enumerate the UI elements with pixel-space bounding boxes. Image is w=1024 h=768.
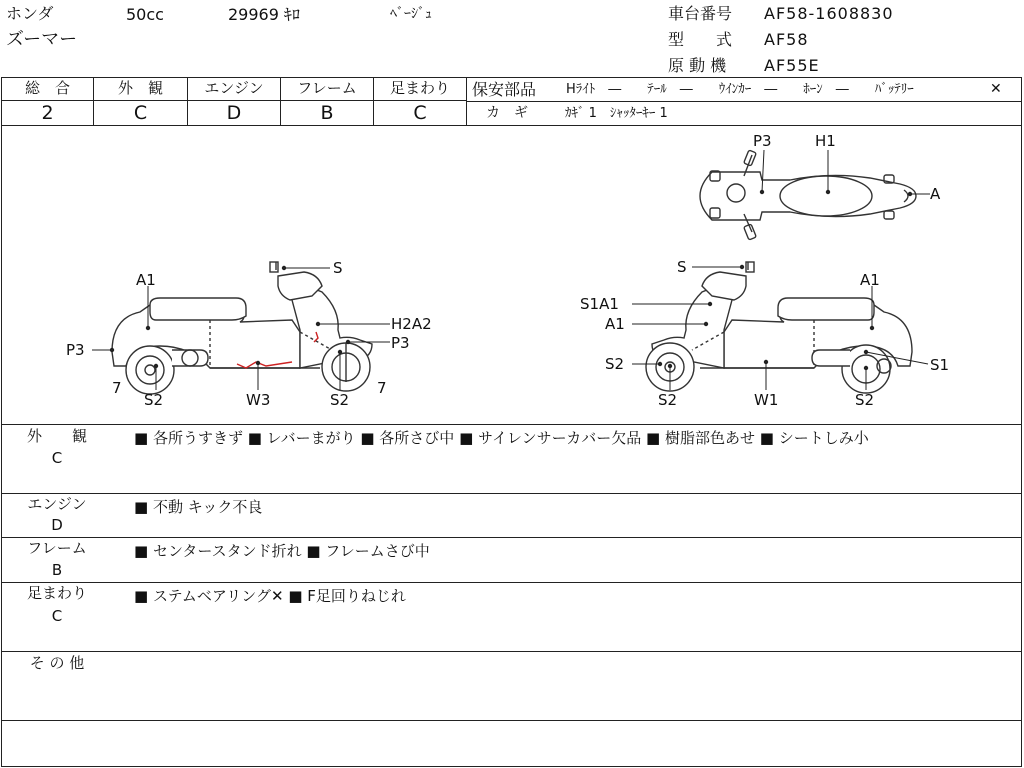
section-frame-grade: B	[51, 561, 63, 579]
damage-point	[346, 340, 350, 344]
section-engine-label: エンジン	[27, 495, 87, 513]
scooter-top-view	[700, 150, 916, 240]
label-left-s: S	[333, 259, 343, 277]
label-right-w1: W1	[754, 391, 779, 409]
section-exterior-label: 外 観	[26, 427, 87, 445]
label-left-7-front: 7	[377, 379, 387, 397]
displacement: 50cc	[126, 5, 164, 24]
grade-engine-label: エンジン	[204, 79, 264, 97]
damage-point	[740, 265, 744, 269]
label-left-p3-rear: P3	[66, 341, 85, 359]
engine-model: AF55E	[764, 56, 820, 75]
damage-point	[870, 326, 874, 330]
key-label: カ ギ	[486, 105, 528, 121]
label-right-s1a1: S1A1	[580, 295, 619, 313]
label-left-7-rear: 7	[112, 379, 122, 397]
section-suspension-text: ■ ステムベアリング✕ ■ F足回りねじれ	[134, 587, 406, 605]
section-suspension-grade: C	[51, 607, 63, 625]
frame-no-label: 車台番号	[668, 4, 733, 23]
mileage: 29969 ｷﾛ	[228, 5, 300, 24]
section-engine-grade: D	[51, 516, 63, 534]
damage-point	[154, 364, 158, 368]
damage-point	[110, 348, 114, 352]
grade-total-label: 総 合	[24, 79, 70, 97]
damage-point	[864, 350, 868, 354]
label-left-s2-rear: S2	[144, 391, 164, 409]
type: AF58	[764, 30, 809, 49]
safety-label: 保安部品	[472, 80, 537, 99]
label-top-a: A	[930, 185, 941, 203]
damage-point	[864, 366, 868, 370]
section-suspension-label: 足まわり	[26, 584, 87, 602]
grade-suspension-label: 足まわり	[389, 79, 450, 97]
section-frame-label: フレーム	[27, 539, 87, 557]
label-right-a1: A1	[605, 315, 625, 333]
damage-point	[256, 361, 260, 365]
damage-point	[764, 360, 768, 364]
damage-point	[668, 364, 672, 368]
model-name: ズーマー	[6, 29, 78, 50]
damage-point	[708, 302, 712, 306]
label-left-h2a2: H2A2	[391, 315, 432, 333]
damage-point	[826, 190, 830, 194]
damage-point	[704, 322, 708, 326]
damage-point	[760, 190, 764, 194]
engine-label: 原 動 機	[668, 56, 727, 75]
label-top-p3: P3	[753, 132, 772, 150]
damage-point	[908, 192, 912, 196]
section-frame-text: ■ センタースタンド折れ ■ フレームさび中	[134, 542, 430, 560]
label-left-s2-front: S2	[330, 391, 350, 409]
grade-suspension-value: C	[413, 102, 427, 124]
section-exterior-grade: C	[51, 449, 63, 467]
grade-frame-label: フレーム	[297, 79, 357, 97]
damage-point	[282, 266, 286, 270]
type-label: 型 式	[668, 30, 733, 49]
damage-point	[338, 350, 342, 354]
label-right-s: S	[677, 258, 687, 276]
damage-point	[658, 362, 662, 366]
color: ﾍﾞｰｼﾞｭ	[390, 6, 432, 22]
label-right-s1: S1	[930, 356, 950, 374]
label-left-p3-front: P3	[391, 334, 410, 352]
damage-point	[316, 322, 320, 326]
safety-items: Hﾗｲﾄ ― ﾃｰﾙ ― ｳｲﾝｶｰ ― ﾎｰﾝ ― ﾊﾞｯﾃﾘｰ	[566, 82, 914, 97]
battery-ng-mark: ✕	[990, 81, 1002, 97]
label-right-s2-front: S2	[658, 391, 678, 409]
grade-engine-value: D	[226, 102, 242, 124]
label-left-w3: W3	[246, 391, 271, 409]
maker: ホンダ	[6, 4, 54, 23]
label-top-h1: H1	[815, 132, 836, 150]
label-right-a1-top: A1	[860, 271, 880, 289]
section-engine-text: ■ 不動 キック不良	[134, 498, 263, 516]
label-right-s2-rear: S2	[855, 391, 875, 409]
section-other-label: そ の 他	[29, 654, 85, 672]
grade-exterior-label: 外 観	[117, 79, 163, 97]
label-left-a1: A1	[136, 271, 156, 289]
frame-no: AF58-1608830	[764, 4, 894, 23]
damage-point	[146, 326, 150, 330]
grade-exterior-value: C	[133, 102, 148, 124]
label-right-s2-side: S2	[605, 355, 625, 373]
key-value: ｶｷﾞ 1 ｼｬｯﾀｰｷｰ 1	[565, 106, 668, 121]
grade-total-value: 2	[41, 102, 54, 124]
grade-frame-value: B	[320, 102, 334, 124]
section-exterior-text: ■ 各所うすきず ■ レバーまがり ■ 各所さび中 ■ サイレンサーカバー欠品 ■ 樹脂部色あせ ■ シートしみ小	[134, 429, 869, 447]
